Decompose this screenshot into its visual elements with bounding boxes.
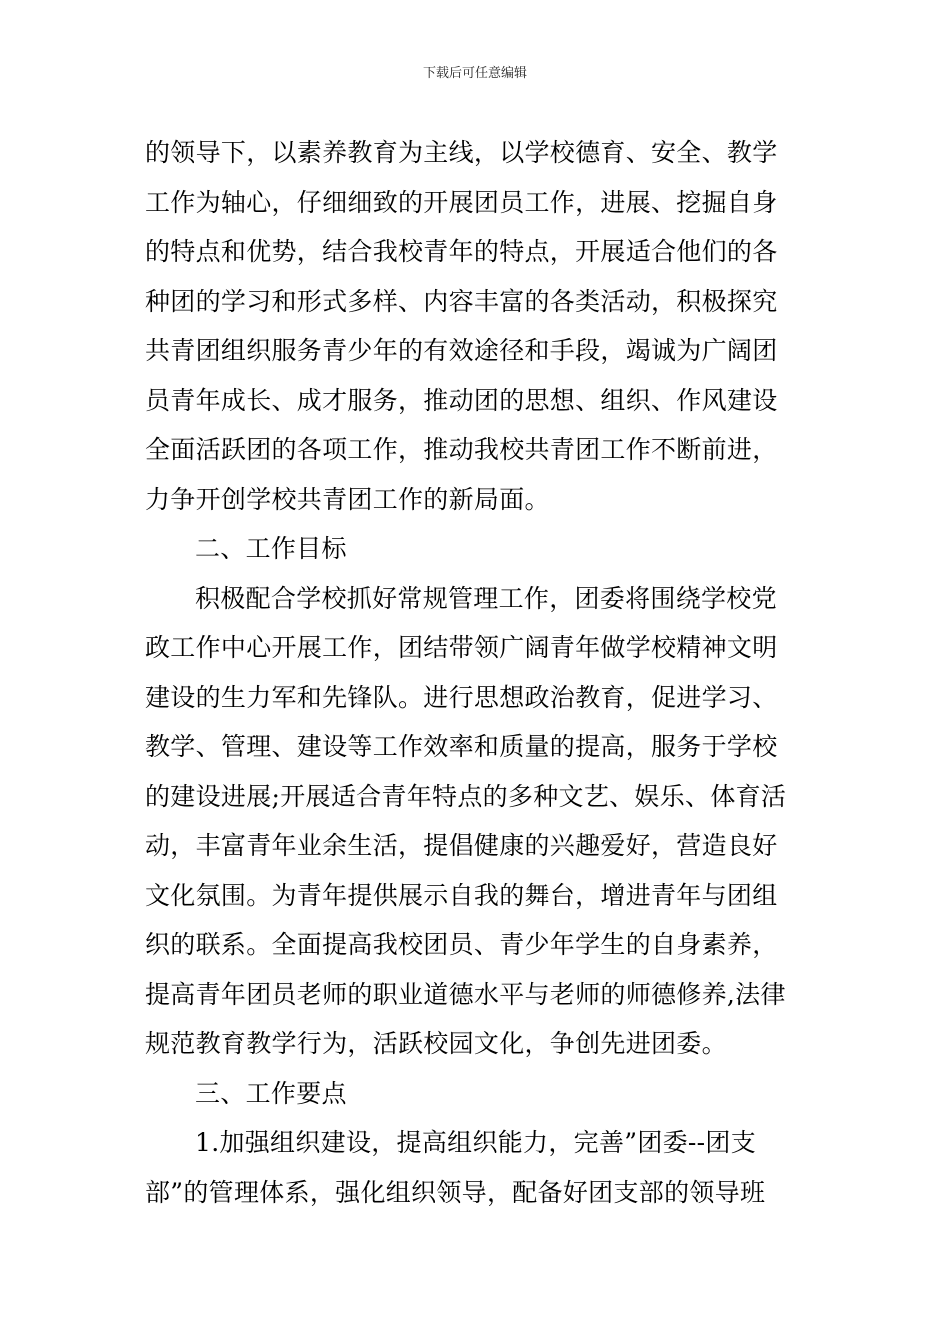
text-line: 工作为轴心，仔细细致的开展团员工作，进展、挖掘自身 — [145, 187, 778, 217]
text-line: 提高青年团员老师的职业道德水平与老师的师德修养,法律 — [145, 979, 786, 1009]
document-body — [145, 128, 810, 1217]
text-line: 织的联系。全面提高我校团员、青少年学生的自身素养， — [145, 930, 778, 959]
text-line: 1.加强组织建设，提高组织能力，完善”团委--团支 — [195, 1128, 757, 1157]
text-line: 政工作中心开展工作，团结带领广阔青年做学校精神文明 — [145, 633, 778, 662]
text-line: 的领导下，以素养教育为主线，以学校德育、安全、教学 — [145, 138, 778, 167]
text-line: 积极配合学校抓好常规管理工作，团委将围绕学校党 — [195, 583, 777, 613]
text-line: 文化氛围。为青年提供展示自我的舞台，增进青年与团组 — [145, 880, 778, 910]
text-line: 三、工作要点 — [195, 1078, 347, 1108]
text-line: 规范教育教学行为，活跃校园文化，争创先进团委。 — [145, 1029, 727, 1058]
text-line: 的特点和优势，结合我校青年的特点，开展适合他们的各 — [145, 237, 778, 266]
page-header: 下载后可任意编辑 — [422, 66, 527, 81]
text-line: 动，丰富青年业余生活，提倡健康的兴趣爱好，营造良好 — [145, 831, 778, 860]
text-line: 员青年成长、成才服务，推动团的思想、组织、作风建设 — [145, 385, 778, 415]
text-line: 教学、管理、建设等工作效率和质量的提高，服务于学校 — [145, 732, 778, 761]
text-line: 力争开创学校共青团工作的新局面。 — [145, 484, 550, 514]
text-line: 建设的生力军和先锋队。进行思想政治教育，促进学习、 — [145, 682, 778, 712]
text-line: 二、工作目标 — [195, 534, 347, 563]
text-line: 的建设进展;开展适合青年特点的多种文艺、娱乐、体育活 — [145, 781, 787, 811]
text-line: 部”的管理体系，强化组织领导，配备好团支部的领导班 — [145, 1177, 766, 1207]
text-line: 全面活跃团的各项工作，推动我校共青团工作不断前进， — [145, 435, 778, 464]
text-line: 种团的学习和形式多样、内容丰富的各类活动，积极探究 — [145, 286, 778, 316]
text-line: 共青团组织服务青少年的有效途径和手段，竭诚为广阔团 — [145, 336, 778, 365]
